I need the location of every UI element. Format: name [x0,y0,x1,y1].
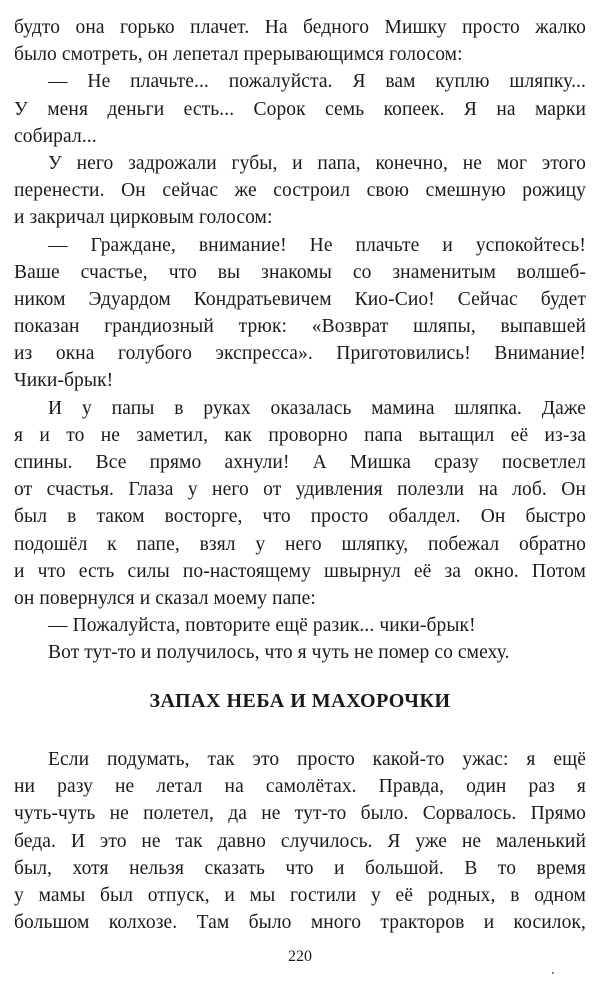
text-line: будто она горько плачет. На бедного Мишку просто жалко [14,17,586,38]
text-line: большом колхозе. Там было много тракторов и косилок, [14,912,586,934]
text-line: Вот тут-то и получилось, что я чуть не помер со смеху. [48,642,510,664]
text-block-1 [14,14,586,667]
print-speck [552,972,554,974]
text-line: Если подумать, так это просто какой-то ужас: я ещё [48,749,586,770]
text-line: и закричал цирковым голосом: [14,207,273,229]
text-line: у мамы был отпуск, и мы гостили у её родных, в одном [14,884,586,906]
text-line: — Не плачьте... пожалуйста. Я вам куплю шляпку... [48,71,586,93]
text-line: чуть-чуть не полетел, да не тут-то было. Сорвалось. Прямо [14,803,586,825]
text-line: от счастья. Глаза у него от удивления полезли на лоб. Он [14,479,586,501]
text-line: он повернулся и сказал моему папе: [14,587,316,609]
text-line: Чики-брык! [14,370,114,392]
text-line: было смотреть, он лепетал прерывающимся голосом: [14,44,463,66]
text-line: спины. Все прямо ахнули! А Мишка сразу посветлел [14,452,586,473]
text-line: У меня деньги есть... Сорок семь копеек. Я на марки [14,98,586,120]
text-line: из окна голубого экспресса». Приготовились! Внимание! [14,343,586,365]
text-line: Ваше счастье, что вы знакомы со знаменитым волшеб- [14,261,586,283]
text-line: ником Эдуардом Кондратьевичем Кио-Сио! Сейчас будет [14,288,586,310]
text-line: — Граждане, внимание! Не плачьте и успокойтесь! [48,234,586,256]
text-line: я и то не заметил, как проворно папа вытащил её из-за [14,424,586,446]
text-line: беда. И это не так давно случилось. Я уже не маленький [14,830,586,852]
text-line: был в таком восторге, что просто обалдел. Он быстро [14,506,586,528]
page-number: 220 [288,948,312,965]
text-line: — Пожалуйста, повторите ещё разик... чики-брык! [48,615,476,637]
text-line: и что есть силы по-настоящему швырнул её за окно. Потом [14,560,586,582]
chapter-title: ЗАПАХ НЕБА И МАХОРОЧКИ [149,690,451,712]
text-line: подошёл к папе, взял у него шляпку, побежал обратно [14,533,586,555]
text-line: показан грандиозный трюк: «Возврат шляпы, выпавшей [14,316,586,338]
text-line: У него задрожали губы, и папа, конечно, не мог этого [48,152,586,174]
text-line: был, хотя нельзя сказать что и большой. В то время [14,857,586,879]
text-line: перенести. Он сейчас же состроил свою смешную рожицу [14,180,586,202]
text-block-2 [14,746,586,936]
text-line: собирал... [14,125,97,147]
text-line: И у папы в руках оказалась мамина шляпка. Даже [48,397,586,419]
text-line: ни разу не летал на самолётах. Правда, один раз я [14,776,586,798]
